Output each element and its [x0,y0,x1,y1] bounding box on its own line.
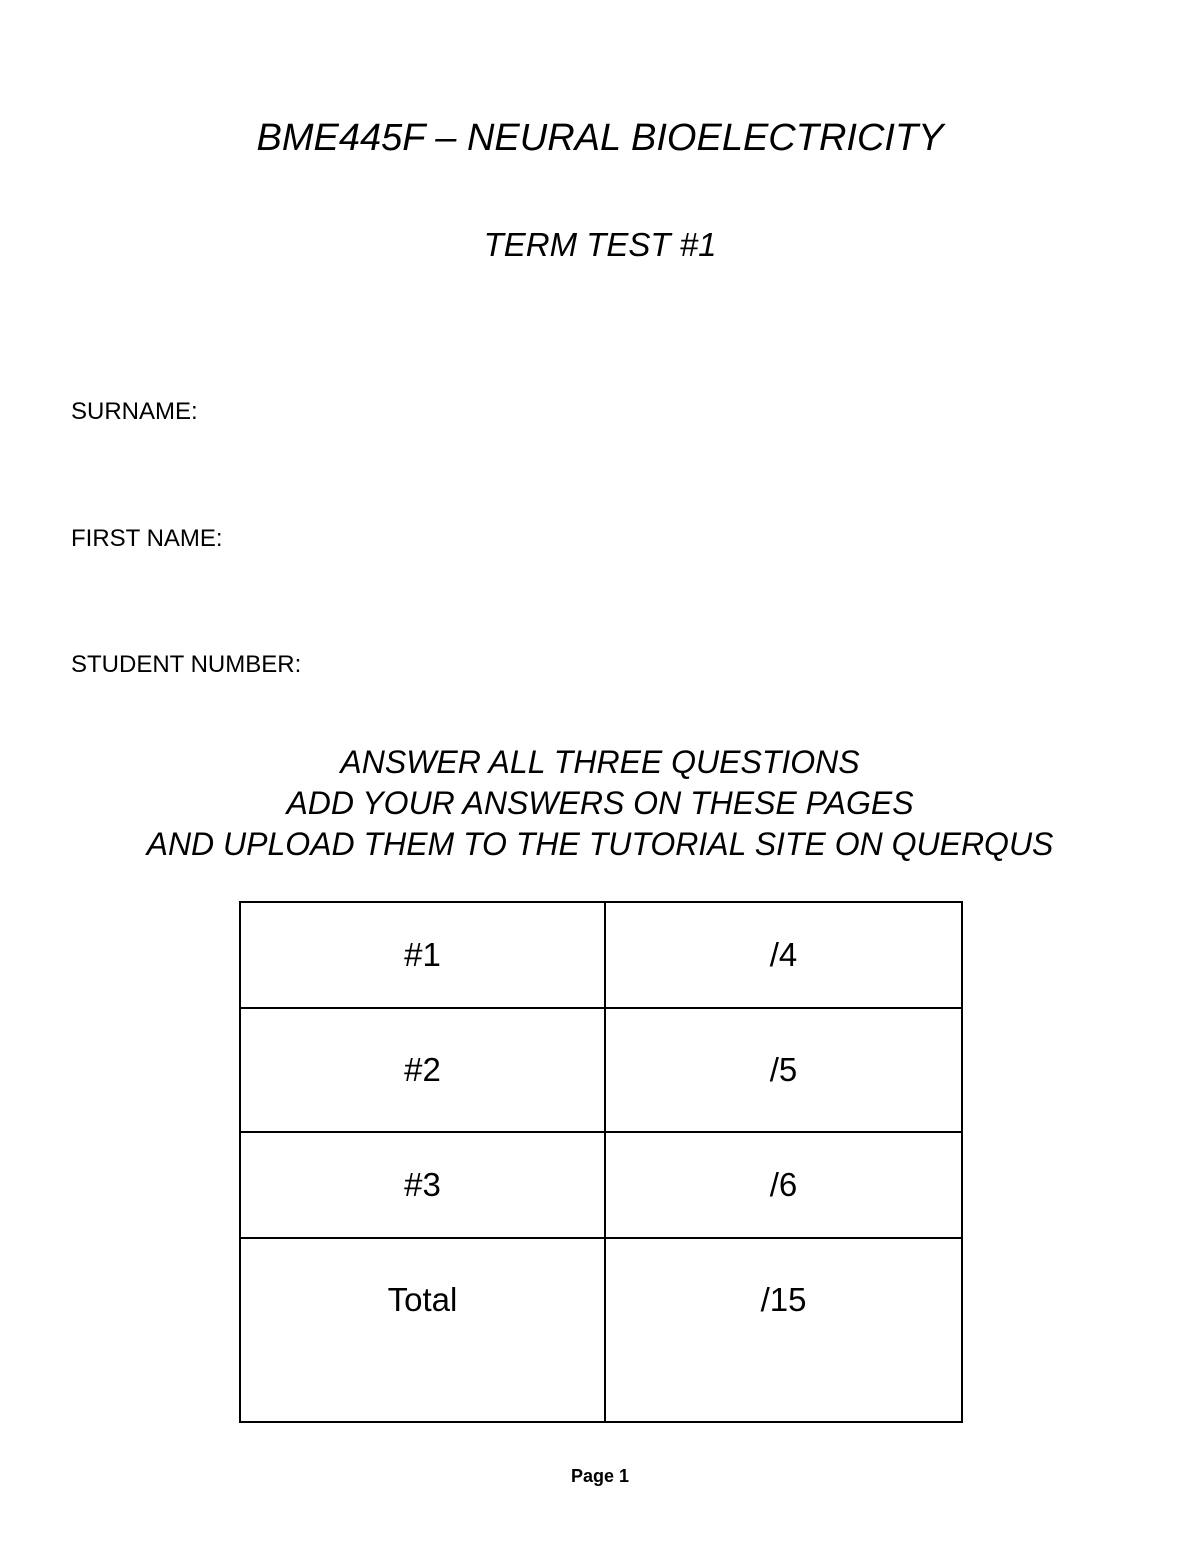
instructions-block [0,742,1200,865]
instruction-line: ADD YOUR ANSWERS ON THESE PAGES [286,785,914,821]
document-subtitle: TERM TEST #1 [483,226,717,263]
table-row-total [240,1238,962,1422]
total-label-cell: Total [240,1238,605,1422]
marks-cell: /4 [605,902,962,1008]
score-table [239,901,963,1423]
marks-cell: /5 [605,1008,962,1132]
student-number-label: STUDENT NUMBER: [71,651,302,678]
table-row [240,902,962,1008]
question-cell: #1 [240,902,605,1008]
document-title: BME445F – NEURAL BIOELECTRICITY [256,117,944,159]
total-marks-cell: /15 [605,1238,962,1422]
first-name-label: FIRST NAME: [71,525,223,552]
marks-cell: /6 [605,1132,962,1238]
question-cell: #3 [240,1132,605,1238]
table-row [240,1132,962,1238]
surname-label: SURNAME: [71,398,198,425]
instruction-line: AND UPLOAD THEM TO THE TUTORIAL SITE ON QUERQUS [146,826,1054,862]
table-row [240,1008,962,1132]
question-cell: #2 [240,1008,605,1132]
instruction-line: ANSWER ALL THREE QUESTIONS [340,744,860,780]
page-number: Page 1 [570,1466,630,1486]
